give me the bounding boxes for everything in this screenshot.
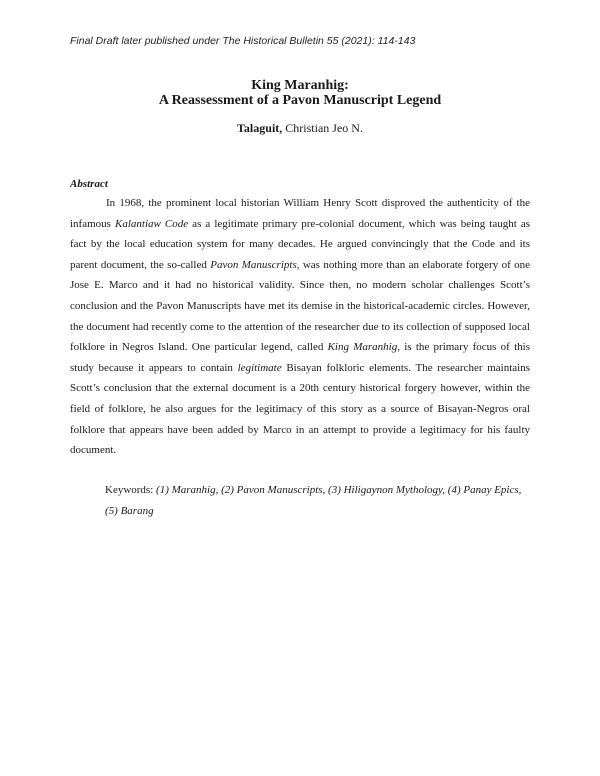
- abstract-italic-kalantiaw-code: Kalantiaw Code: [115, 217, 189, 230]
- abstract-text: In 1968, the prominent local historian William Henry Scott disproved the authenticity of the infamous: [70, 197, 530, 230]
- author-given-name: Christian Jeo N.: [285, 121, 363, 135]
- abstract-italic-legitimate: legitimate: [237, 361, 282, 374]
- keywords-line: [105, 480, 530, 521]
- abstract-paragraph: [70, 193, 530, 461]
- abstract-italic-king-maranhig: King Maranhig: [327, 341, 398, 354]
- author-surname: Talaguit,: [237, 121, 283, 135]
- keywords-list: (1) Maranhig, (2) Pavon Manuscripts, (3) Hiligaynon Mythology, (4) Panay Epics, (5) Barang: [105, 484, 522, 517]
- abstract-text: Bisayan folkloric elements. The researcher maintains Scott’s conclusion that the external document is a 20th century historical forgery however, within the field of folklore, he also argues for the legitimacy of this story as a source of Bisayan-Negros oral folklore that appears have been added by Marco in an attempt to provide a legitimacy for his faulty document.: [70, 361, 530, 457]
- paper-title-line1: King Maranhig:: [251, 78, 349, 93]
- abstract-text: as a legitimate primary pre-colonial document, which was being taught as fact by the local education system for many decades. He argued convincingly that the Code and its parent document, the so-called: [70, 217, 530, 271]
- abstract-heading: Abstract: [70, 178, 108, 190]
- author-line: [0, 121, 600, 136]
- paper-title-line2: A Reassessment of a Pavon Manuscript Legend: [158, 93, 442, 108]
- publication-note: Final Draft later published under The Historical Bulletin 55 (2021): 114-143: [70, 35, 416, 47]
- abstract-text: was nothing more than an elaborate forgery of one Jose E. Marco and it had no historical validity. Since then, no modern scholar challenges Scott’s conclusion and the Pavon Manuscripts have met its demise in the historical-academic circles. However, the document had recently come to the attention of the researcher due to its collection of supposed local folklore in Negros Island. One particular legend, called: [70, 258, 530, 354]
- abstract-italic-pavon-manuscripts: Pavon Manuscripts,: [210, 258, 300, 271]
- abstract-text: , is the primary focus of this study because it appears to contain: [70, 341, 530, 374]
- keywords-label: Keywords:: [105, 484, 157, 496]
